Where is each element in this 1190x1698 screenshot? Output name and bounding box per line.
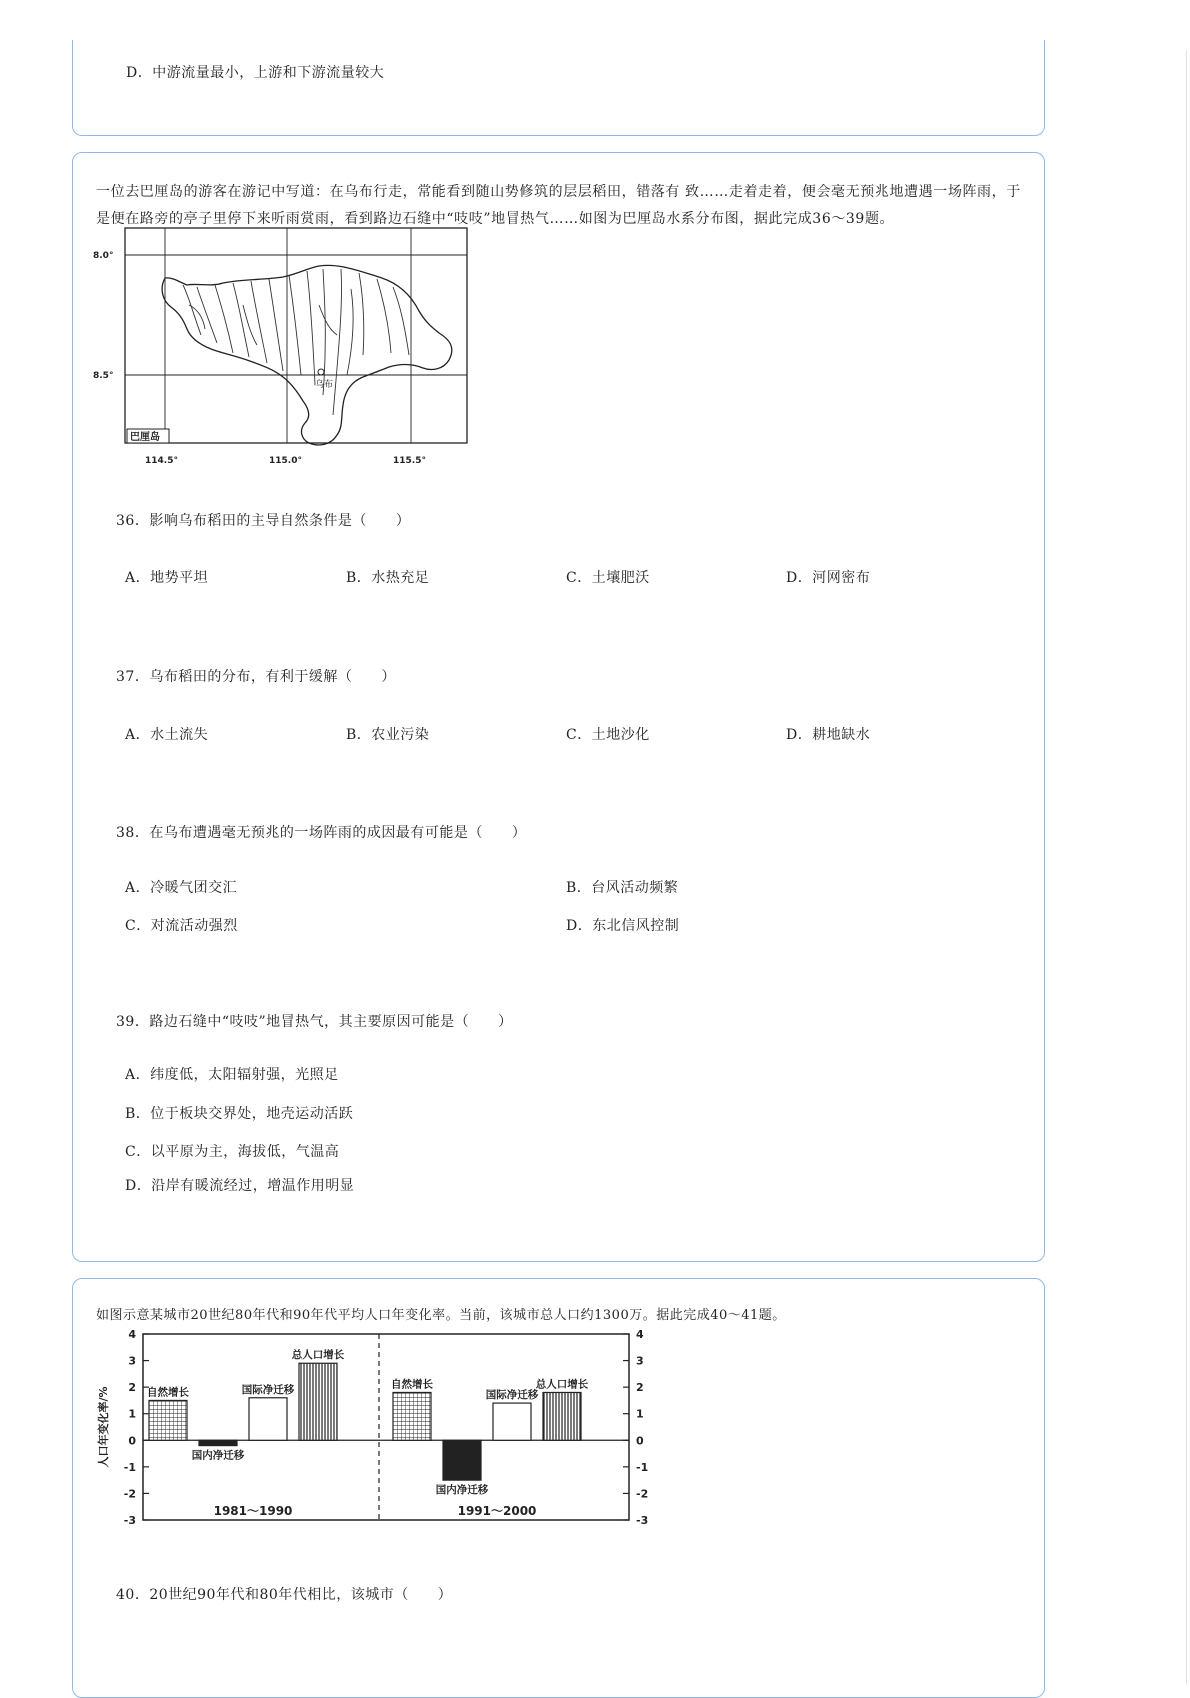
q38-option-b[interactable]: B．台风活动频繁 <box>566 880 679 896</box>
bar-domestic-net-migration-1991-2000 <box>443 1440 481 1480</box>
bar-label-natural-growth-1991-2000: 自然增长 <box>391 1378 433 1391</box>
y-axis-right <box>623 1329 648 1527</box>
q37-option-d[interactable]: D．耕地缺水 <box>786 727 871 743</box>
y-tick-label-right: 1 <box>636 1407 644 1421</box>
q39-option-b[interactable]: B．位于板块交界处，地壳运动活跃 <box>125 1106 354 1122</box>
q39-option-a[interactable]: A．纬度低，太阳辐射强，光照足 <box>125 1067 339 1083</box>
period-label-1981-1990: 1981～1990 <box>213 1504 293 1518</box>
y-tick-label-left: -1 <box>123 1460 136 1474</box>
y-tick-label-left: 2 <box>128 1381 136 1395</box>
lon-label-115-5: 115.5° <box>393 456 426 466</box>
bar-international-net-migration-1991-2000 <box>493 1403 531 1440</box>
q37-option-b[interactable]: B．农业污染 <box>346 727 430 743</box>
question-card-population <box>72 1278 1045 1698</box>
q38-option-c[interactable]: C．对流活动强烈 <box>125 918 238 934</box>
bar-label-natural-growth-1981-1990: 自然增长 <box>147 1386 189 1399</box>
lat-label-8-5: 8.5° <box>93 371 114 381</box>
bar-domestic-net-migration-1981-1990 <box>199 1440 237 1445</box>
option-d[interactable]: D．中游流量最小，上游和下游流量较大 <box>126 65 385 81</box>
bar-total-growth-1981-1990 <box>299 1363 337 1440</box>
page-edge-line <box>1186 50 1187 1684</box>
bar-label-domestic-net-migration-1991-2000: 国内净迁移 <box>435 1484 489 1497</box>
q36-stem: 36．影响乌布稻田的主导自然条件是（ ） <box>116 513 411 529</box>
ubud-label: 乌布 <box>315 380 334 390</box>
bars-layer <box>149 1363 581 1480</box>
y-tick-label-right: 4 <box>636 1329 644 1341</box>
bar-label-total-growth-1991-2000: 总人口增长 <box>535 1378 589 1391</box>
q36-option-d[interactable]: D．河网密布 <box>786 570 871 586</box>
y-tick-label-right: 0 <box>636 1434 644 1448</box>
population-change-chart <box>93 1329 683 1549</box>
lon-label-115-0: 115.0° <box>269 456 302 466</box>
y-tick-label-left: -2 <box>123 1487 136 1501</box>
lat-label-8-0: 8.0° <box>93 251 114 261</box>
passage-bali: 一位去巴厘岛的游客在游记中写道：在乌布行走，常能看到随山势修筑的层层稻田，错落有 致……走着走着，便会毫无预兆地遭遇一场阵雨，于是便在路旁的亭子里停下来听雨赏雨，看到路边石缝中“吱吱”地冒热气……如图为巴厘岛水系分布图，据此完成36～39题。 <box>96 184 1021 227</box>
bar-label-domestic-net-migration-1981-1990: 国内净迁移 <box>191 1449 245 1462</box>
bar-international-net-migration-1981-1990 <box>249 1398 287 1441</box>
q37-option-a[interactable]: A．水土流失 <box>125 727 209 743</box>
q39-option-c[interactable]: C．以平原为主，海拔低，气温高 <box>125 1144 340 1160</box>
bar-label-total-growth-1981-1990: 总人口增长 <box>291 1349 345 1362</box>
bar-label-international-net-migration-1991-2000: 国际净迁移 <box>485 1389 539 1402</box>
y-tick-label-left: 3 <box>128 1354 136 1368</box>
q38-option-a[interactable]: A．冷暖气团交汇 <box>125 880 238 896</box>
y-tick-label-left: 4 <box>128 1329 136 1341</box>
question-card-previous <box>72 40 1045 136</box>
bar-total-growth-1991-2000 <box>543 1392 581 1440</box>
q40-stem: 40．20世纪90年代和80年代相比，该城市（ ） <box>116 1587 453 1603</box>
y-tick-label-left: -3 <box>123 1514 136 1527</box>
y-tick-label-right: -1 <box>636 1460 649 1474</box>
question-card-bali <box>72 152 1045 1262</box>
bar-natural-growth-1981-1990 <box>149 1400 187 1440</box>
passage-population: 如图示意某城市20世纪80年代和90年代平均人口年变化率。当前，该城市总人口约1300万。据此完成40～41题。 <box>96 1308 786 1323</box>
q39-stem: 39．路边石缝中“吱吱”地冒热气，其主要原因可能是（ ） <box>116 1014 513 1030</box>
y-tick-label-right: -2 <box>636 1487 649 1501</box>
y-tick-label-right: 3 <box>636 1354 644 1368</box>
bali-river-map <box>93 225 468 473</box>
y-tick-label-left: 1 <box>128 1407 136 1421</box>
bar-label-international-net-migration-1981-1990: 国际净迁移 <box>241 1383 295 1396</box>
q36-option-c[interactable]: C．土壤肥沃 <box>566 570 650 586</box>
map-frame <box>125 228 467 443</box>
y-axis-left <box>124 1329 149 1527</box>
bar-natural-growth-1991-2000 <box>393 1392 431 1440</box>
y-axis-title: 人口年变化率/% <box>97 1386 110 1468</box>
y-tick-label-right: -3 <box>636 1514 649 1527</box>
q36-option-a[interactable]: A．地势平坦 <box>125 570 209 586</box>
q37-stem: 37．乌布稻田的分布，有利于缓解（ ） <box>116 669 396 685</box>
q37-option-c[interactable]: C．土地沙化 <box>566 727 650 743</box>
y-tick-label-left: 0 <box>128 1434 136 1448</box>
y-tick-label-right: 2 <box>636 1381 644 1395</box>
q39-option-d[interactable]: D．沿岸有暖流经过，增温作用明显 <box>125 1178 355 1194</box>
q36-option-b[interactable]: B．水热充足 <box>346 570 430 586</box>
period-label-1991-2000: 1991～2000 <box>457 1504 537 1518</box>
map-legend-label: 巴厘岛 <box>130 432 160 443</box>
q38-stem: 38．在乌布遭遇毫无预兆的一场阵雨的成因最有可能是（ ） <box>116 825 527 841</box>
q38-option-d[interactable]: D．东北信风控制 <box>566 918 680 934</box>
lon-label-114-5: 114.5° <box>145 456 178 466</box>
